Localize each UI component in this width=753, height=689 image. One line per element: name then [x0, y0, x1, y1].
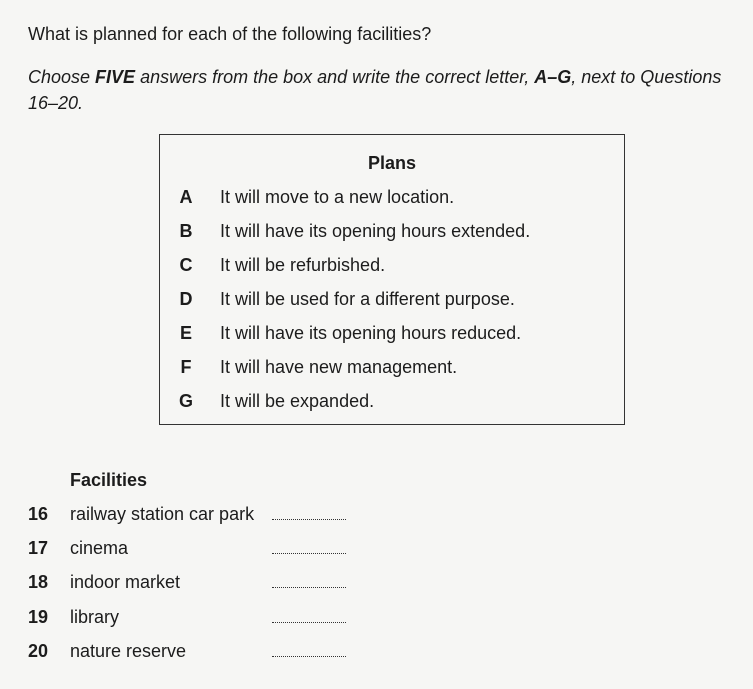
answer-blank-17[interactable]	[272, 553, 346, 554]
facility-name: library	[70, 607, 120, 627]
plan-text: It will be used for a different purpose.	[220, 289, 515, 309]
plan-letter: E	[179, 323, 192, 343]
facility-row-17	[28, 536, 358, 560]
facility-name: indoor market	[70, 572, 181, 592]
instruction-part-3: , next to Questions 16–20.	[28, 67, 722, 113]
plan-text: It will move to a new location.	[220, 187, 455, 207]
answer-blank-16[interactable]	[272, 519, 346, 520]
facility-name: cinema	[70, 538, 129, 558]
plan-text: It will have new management.	[220, 357, 458, 377]
plan-text: It will have its opening hours reduced.	[220, 323, 522, 343]
plans-box	[159, 134, 625, 425]
question-number: 16	[28, 504, 49, 524]
facilities-heading: Facilities	[70, 470, 148, 490]
plan-letter: F	[180, 357, 192, 377]
plan-text: It will be refurbished.	[220, 255, 386, 275]
plan-text: It will be expanded.	[220, 391, 375, 411]
instruction-part-2: answers from the box and write the correct letter,	[135, 67, 535, 87]
plan-letter: D	[179, 289, 193, 309]
answer-blank-20[interactable]	[272, 656, 346, 657]
plan-letter: B	[179, 221, 193, 241]
question-number: 18	[28, 572, 49, 592]
question-number: 19	[28, 607, 49, 627]
question-number: 17	[28, 538, 49, 558]
question-number: 20	[28, 641, 49, 661]
facility-row-18	[28, 570, 358, 594]
plan-text: It will have its opening hours extended.	[220, 221, 531, 241]
instruction-part-1: Choose	[28, 67, 96, 87]
facility-row-20	[28, 639, 358, 663]
facility-name: railway station car park	[70, 504, 255, 524]
instruction-bold-five: FIVE	[95, 67, 136, 87]
facility-row-19	[28, 605, 358, 629]
plan-letter: A	[179, 187, 193, 207]
question-text: What is planned for each of the following facilities?	[28, 24, 432, 44]
answer-blank-19[interactable]	[272, 622, 346, 623]
facility-name: nature reserve	[70, 641, 187, 661]
answer-blank-18[interactable]	[272, 587, 346, 588]
plan-letter: G	[178, 391, 193, 411]
instruction-bold-range: A–G	[534, 67, 572, 87]
facility-row-16	[28, 502, 358, 526]
instruction-text	[28, 64, 748, 116]
plan-letter: C	[179, 255, 193, 275]
plans-title: Plans	[367, 153, 417, 173]
